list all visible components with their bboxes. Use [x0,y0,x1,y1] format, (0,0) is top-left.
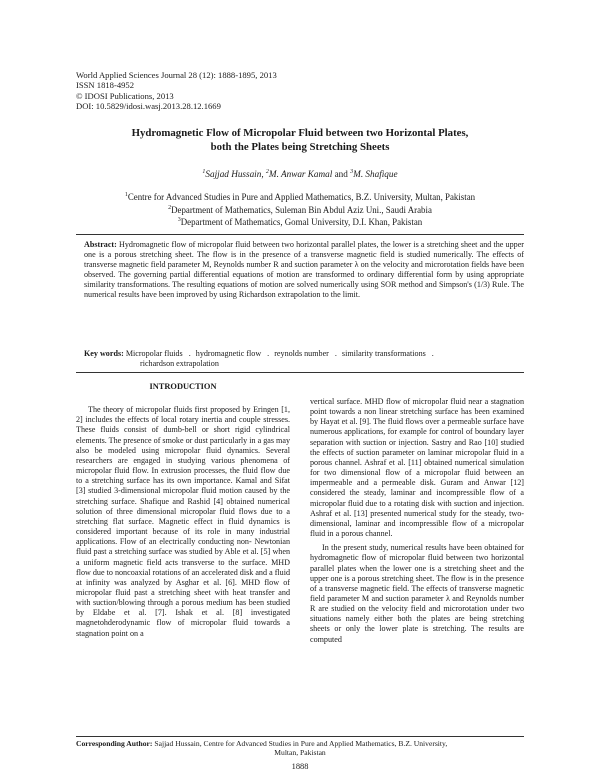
affiliation-2-mark: 2 [168,204,172,211]
intro-paragraph-2: In the present study, numerical results have been obtained for hydromagnetic flow of micropolar fluid between two horizontal parallel plates when the lower one is a stretching sheet and the upper one is a porous stretching sheet. The flow is in the presence of a transverse magnetic field. The effects of transverse magnetic field parameter M and suction parameter λ and Reynolds number R are studied on the velocity field and microrotation under two situations namely either both the plates are being stretching sheets or only the lower plate is stretching. The results are computed [310,543,524,644]
right-column [310,397,524,645]
affiliations [60,190,540,228]
corresponding-author-note [76,739,524,758]
author-2: M. Anwar Kamal [268,169,333,180]
left-column [76,378,290,639]
affiliation-3 [60,215,540,228]
keyword: similarity transformations [341,349,426,358]
keywords-bottom-rule [76,372,524,373]
keywords-label: Key words: [84,349,124,358]
title-line-2: both the Plates being Stretching Sheets [210,140,390,153]
page-number: 1888 [291,762,309,771]
affiliation-2-text: Department of Mathematics, Suleman Bin Abdul Aziz Uni., Saudi Arabia [171,204,432,215]
keywords: Key words: Micropolar fluids . hydromagnetic flow . reynolds number . similarity transformations . richardson extrapolation [84,349,524,369]
intro-paragraph-1-continued: vertical surface. MHD flow of micropolar fluid near a stagnation point towards a non linear stretching surface has been examined by Hayat et al. [9]. The fluid flows over a permeable surface have numerous applications, for example for control of boundary layer separation with suction or injection. Sastry and Rao [10] studied the effects of suction parameter on laminar micropolar fluid in a porous channel. Ashraf et al. [11] obtained numerical simulation for two dimensional flow of a micropolar fluid between an impermeable and a permeable disk. Guram and Anwar [12] considered the steady, laminar and incompressible flow of a micropolar fluid due to a rotating disk with suction and injection. Ashraf et al. [13] presented numerical study for the steady, two-dimensional, laminar and incompressible flow of a micropolar fluid in a porous channel. [310,397,524,539]
title-line-1: Hydromagnetic Flow of Micropolar Fluid between two Horizontal Plates, [131,127,469,139]
author-1-affil-mark: 1 [202,169,206,175]
author-1: Sajjad Hussain [205,169,262,180]
issn: ISSN 1818-4952 [76,80,135,91]
abstract [84,240,524,301]
authors-and: and [334,169,348,180]
affiliation-1 [60,190,540,203]
journal-citation: World Applied Sciences Journal 28 (12): 1888-1895, 2013 [76,70,277,80]
abstract-top-rule [76,234,524,235]
author-2-affil-mark: 2 [265,169,269,175]
author-3-affil-mark: 3 [350,169,354,175]
journal-header [76,70,376,112]
doi: DOI: 10.5829/idosi.wasj.2013.28.12.1669 [76,101,221,112]
affiliation-1-mark: 1 [124,192,128,198]
author-3: M. Shafique [353,169,398,180]
affiliation-1-text: Centre for Advanced Studies in Pure and Applied Mathematics, B.Z. University, Multan, Pakistan [127,191,476,202]
keyword: Micropolar fluids [125,349,183,358]
keyword: reynolds number [274,349,329,358]
footnote-rule [76,736,524,737]
intro-paragraph-1: The theory of micropolar fluids first proposed by Eringen [1, 2] includes the effects of local rotary inertia and couple stresses. These fluids consist of dumb-bell or short rigid cylindrical elements. The presence of smoke or dust particularly in a gas may also be modeled using micropolar fluid dynamics. Several researchers are engaged in studying various phenomena of micropolar fluid flow. In extrusion processes, the fluid flow due to a stretching surface has its own importance. Kamal and Sifat [3] studied 3-dimensional micropolar fluid motion caused by the stretching surface. Shafique and Rashid [4] obtained numerical solution of three dimensional micropolar fluid flows due to a stretching flat surface. Magnetic effect in fluid dynamics is considered important because of its role in many industrial applications. Flow of an electrically conducting non- Newtonian fluid past a stretching surface was studied by Able et al. [5] when a uniform magnetic field acts transverse to the surface. MHD flow due to noncoaxial rotations of an accelerated disk and a fluid at infinity was analyzed by Asghar et al. [6]. MHD flow of micropolar fluid past a stretching sheet with heat transfer and with suction/blowing through a porous medium has been studied by Eldabe et al. [7]. Ishak et al. [8] investigated magnetohderodynamic flow of micropolar fluid towards a stagnation point on a [76,405,290,638]
affiliation-3-text: Department of Mathematics, Gomal University, D.I. Khan, Pakistan [180,217,423,228]
abstract-label: Abstract: [84,240,117,249]
paper-title [60,127,540,154]
keyword: hydromagnetic flow [195,349,262,358]
affiliation-2 [60,203,540,216]
affiliation-3-mark: 3 [177,217,181,224]
corresponding-author-text: Sajjad Hussain, Centre for Advanced Studies in Pure and Applied Mathematics, B.Z. University, [154,739,448,748]
abstract-text: Hydromagnetic flow of micropolar fluid between two horizontal parallel plates, the lower is a stretching sheet and the upper one is a porous stretching sheet. The flow is in the presence of a transverse magnetic field is studied numerically. The effects of transverse magnetic field parameter M, Reynolds number R and suction parameter λ on the velocity and microrotation fields have been observed. The governing partial differential equations of motion are transformed to ordinary differential form by using appropriate similarity transformations. The resulting equations of motion are solved numerically using SOR method and Simpson's (1/3) Rule. The numerical results have been improved by using Richardson extrapolation to the limit. [84,240,524,300]
corresponding-author-text-2: Multan, Pakistan [274,748,326,758]
copyright: © IDOSI Publications, 2013 [76,90,174,101]
author-list: $^1$Sajjad Hussain, $^2$M. Anwar Kamal and $^3$M. Shafique [202,169,398,180]
keyword: richardson extrapolation [140,359,219,369]
corresponding-author-label: Corresponding Author: [76,739,153,748]
section-title-introduction: INTRODUCTION [149,382,217,391]
